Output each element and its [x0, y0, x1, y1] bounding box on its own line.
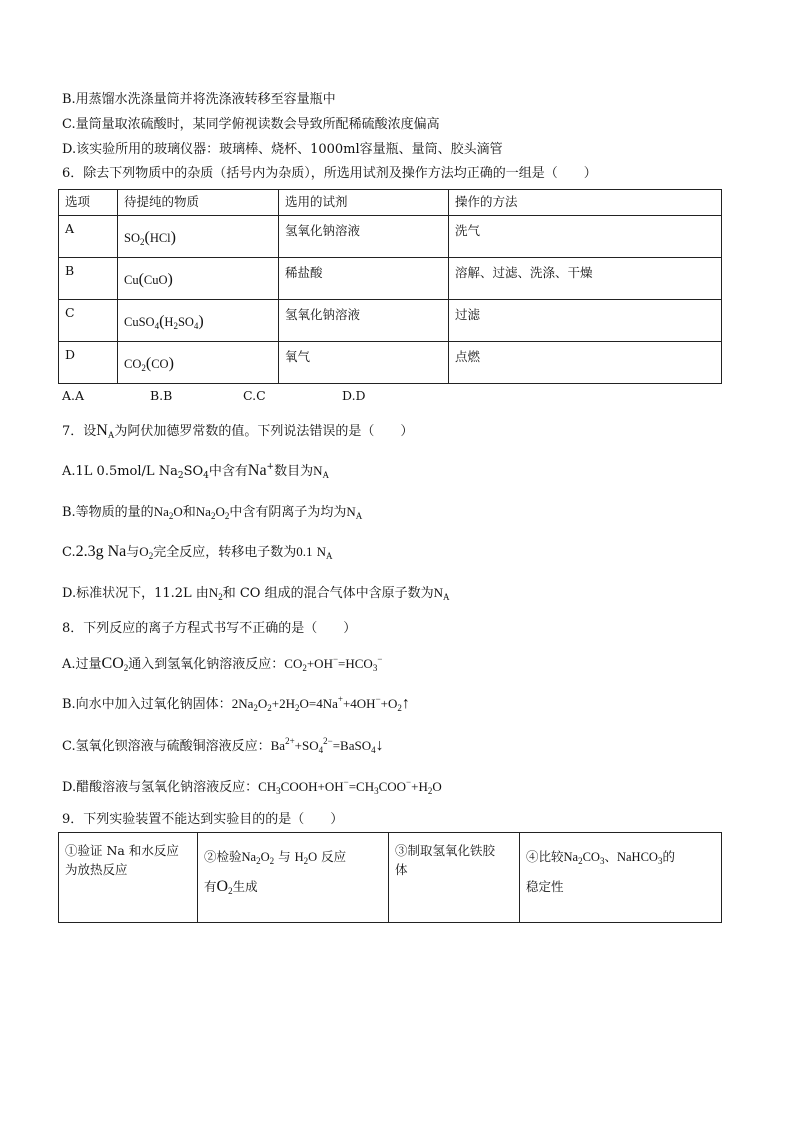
q7-stem [62, 422, 413, 441]
cell-line: ①验证 Na 和水反应 [65, 843, 179, 858]
chem-formula: $O_2$ [139, 544, 154, 561]
text-fragment: D.醋酸溶液与氢氧化钠溶液反应： [62, 780, 259, 795]
avogadro-symbol: $N_A$ [96, 422, 115, 440]
reagent-cell: 稀盐酸 [279, 258, 449, 300]
q7-option-b [62, 503, 362, 522]
chem-formula: $N_2$ [208, 585, 223, 602]
q5-option-d: D.该实验所用的玻璃仪器：玻璃棒、烧杯、1000ml容量瓶、量筒、胶头滴管 [62, 142, 503, 157]
text-fragment: A.1L 0.5mol/L Na [62, 464, 178, 479]
text-fragment: 与 [126, 545, 140, 560]
chem-formula: Cu(CuO) [124, 271, 173, 288]
text-fragment: 2.3g Na [75, 543, 127, 560]
substance-cell [118, 258, 279, 300]
q6-choice-b: B.B [150, 388, 173, 403]
ionic-equation: $Ba^{2+}+SO_4^{2-}=BaSO_4↓$ [270, 736, 384, 755]
chem-formula: $Na_2O_2$ [195, 504, 230, 521]
avogadro-symbol: $N_A$ [316, 544, 333, 561]
text-fragment: C.氢氧化钡溶液与硫酸铜溶液反应： [62, 739, 271, 754]
table-header-row [59, 190, 722, 216]
chem-formula: $Na_2CO_3$ [563, 850, 605, 866]
header-cell: 选项 [59, 190, 118, 216]
table-row [59, 300, 722, 342]
cell-line [526, 845, 715, 869]
option-cell: B [59, 258, 118, 300]
q8-option-d [62, 778, 442, 797]
header-cell: 选用的试剂 [279, 190, 449, 216]
text-fragment: 和 CO 组成的混合气体中含原子数为 [222, 586, 434, 601]
q6-choice-a: A.A [62, 388, 85, 403]
q6-table [58, 189, 722, 384]
cell-line [204, 845, 382, 869]
text-fragment: D.标准状况下，11.2L 由 [62, 586, 209, 601]
q6-choice-c: C.C [243, 388, 266, 403]
avogadro-symbol: $N_A$ [433, 585, 450, 602]
chem-formula: $Na_2O$ [153, 504, 183, 521]
substance-cell [118, 216, 279, 258]
q5-option-c: C.量筒量取浓硫酸时，某同学俯视读数会导致所配稀硫酸浓度偏高 [62, 117, 440, 132]
reagent-cell: 氢氧化钠溶液 [279, 216, 449, 258]
text-fragment: A.过量 [62, 657, 102, 672]
cell-line [204, 875, 382, 899]
q8-option-a [62, 655, 382, 674]
chem-formula: $Na_2O_2$ [241, 850, 275, 866]
experiment-cell-1 [59, 833, 198, 923]
chem-formula: $SO_2(HCl)$ [124, 229, 176, 247]
header-cell: 待提纯的物质 [118, 190, 279, 216]
text-fragment: 通入到氢氧化钠溶液反应： [128, 657, 285, 672]
chem-formula: $CO_2(CO)$ [124, 355, 174, 373]
text-fragment: 有 [204, 879, 217, 894]
ionic-equation: $CO_2+OH^-=HCO_3^-$ [284, 654, 383, 673]
substance-cell [118, 300, 279, 342]
chem-formula: $H_2O$ [294, 850, 318, 866]
q8-stem: 8．下列反应的离子方程式书写不正确的是（ ） [62, 621, 357, 636]
reagent-cell: 氢氧化钠溶液 [279, 300, 449, 342]
avogadro-symbol: $N_A$ [313, 463, 329, 480]
experiment-cell-2 [198, 833, 389, 923]
method-cell: 洗气 [449, 216, 722, 258]
q8-option-c [62, 737, 384, 756]
text-fragment: 数目为 [274, 464, 314, 479]
table-row [59, 342, 722, 384]
experiment-cell-4 [520, 833, 722, 923]
text-fragment: ④比较 [526, 849, 564, 864]
avogadro-symbol: $N_A$ [346, 504, 363, 521]
chem-formula: $CuSO_4(H_2SO_4)$ [124, 313, 204, 331]
table-row [59, 216, 722, 258]
method-cell: 点燃 [449, 342, 722, 384]
text-fragment: C. [62, 545, 76, 560]
text-fragment: 中含有阴离子为均为 [229, 505, 347, 520]
ionic-equation: $2Na_2O_2+2H_2O=4Na^++4OH^-+O_2↑$ [231, 694, 410, 713]
ionic-equation: $CH_3COOH+OH^-=CH_3COO^-+H_2O$ [258, 777, 442, 796]
q6-stem: 6．除去下列物质中的杂质（括号内为杂质），所选用试剂及操作方法均正确的一组是（ ） [62, 166, 597, 181]
chem-formula: $CO_2$ [101, 655, 129, 673]
q9-stem: 9．下列实验装置不能达到实验目的的是（ ） [62, 812, 344, 827]
experiment-cell-3 [389, 833, 520, 923]
q7-stem-prefix: 7．设 [62, 424, 97, 439]
text-fragment: 中含有 [208, 464, 248, 479]
substance-cell [118, 342, 279, 384]
option-cell: C [59, 300, 118, 342]
text-fragment: B.向水中加入过氧化钠固体： [62, 697, 232, 712]
cell-line: 体 [395, 862, 408, 877]
cell-line: 稳定性 [526, 879, 564, 894]
text-fragment: Na [247, 462, 267, 479]
text-fragment: 完全反应，转移电子数为 [153, 545, 297, 560]
text-fragment: SO [183, 464, 204, 479]
q7-stem-suffix: 为阿伏加德罗常数的值。下列说法错误的是（ ） [114, 424, 414, 439]
chem-formula: $O_2$ [216, 878, 233, 896]
reagent-cell: 氧气 [279, 342, 449, 384]
method-cell: 溶解、过滤、洗涤、干燥 [449, 258, 722, 300]
text-fragment: 生成 [232, 879, 258, 894]
text-fragment: 和 [182, 505, 196, 520]
text-fragment: 0.1 [296, 544, 313, 559]
option-cell: D [59, 342, 118, 384]
header-cell: 操作的方法 [449, 190, 722, 216]
text-fragment: 反应 [321, 849, 347, 864]
text-fragment: B.等物质的量的 [62, 505, 154, 520]
q7-option-c [62, 543, 332, 562]
text-fragment: 与 [278, 849, 291, 864]
q7-option-d [62, 584, 449, 603]
q7-option-a: A.1L 0.5mol/L $Na_2SO_4$中含有Na+数目为$N_A$ [62, 462, 329, 481]
method-cell: 过滤 [449, 300, 722, 342]
table-row [59, 258, 722, 300]
text-fragment: 的 [662, 849, 675, 864]
q9-table [58, 832, 722, 923]
table-row [59, 833, 722, 923]
q5-option-b: B.用蒸馏水洗涤量筒并将洗涤液转移至容量瓶中 [62, 92, 336, 107]
q6-choice-d: D.D [342, 388, 366, 403]
text-fragment: ②检验 [204, 849, 242, 864]
option-cell: A [59, 216, 118, 258]
cell-line: 为放热反应 [65, 862, 128, 877]
q8-option-b [62, 695, 410, 714]
cell-line: ③制取氢氧化铁胶 [395, 843, 496, 858]
text-fragment: 、 [604, 849, 617, 864]
chem-formula: NaHCO$_3$ [616, 850, 663, 866]
